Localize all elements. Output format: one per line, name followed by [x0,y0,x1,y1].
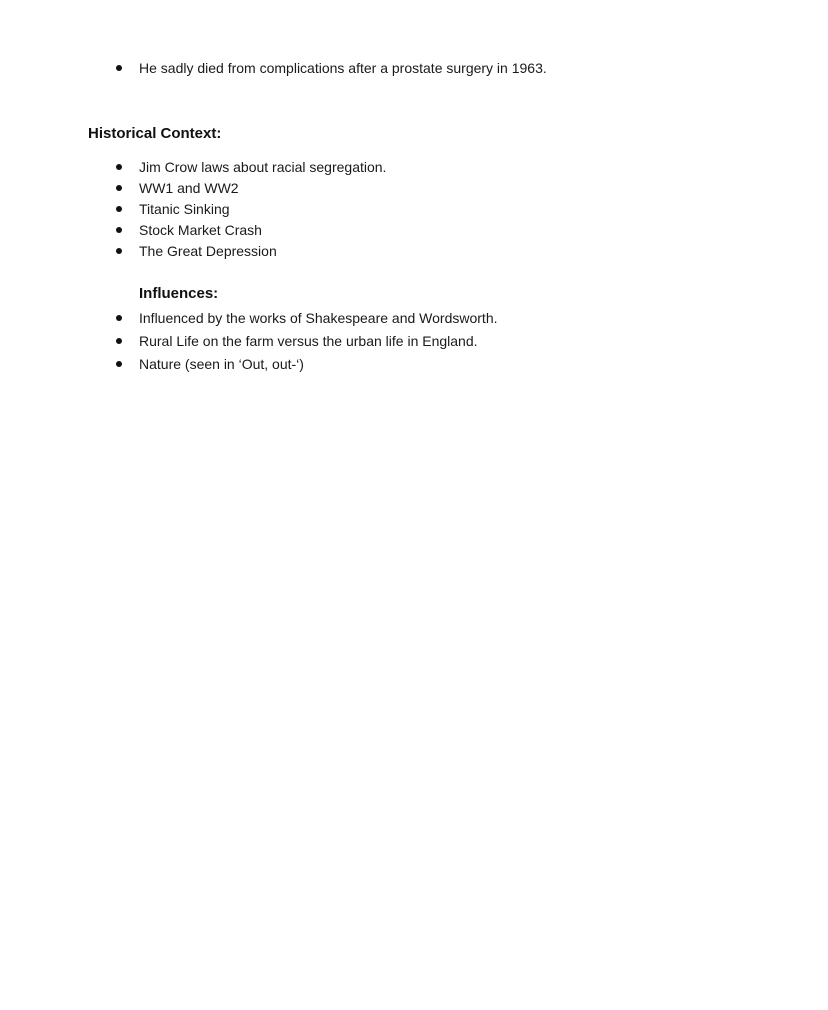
list-item-text: Titanic Sinking [139,201,230,217]
list-item [0,307,828,330]
list-item-text: Influenced by the works of Shakespeare and Wordsworth. [139,310,498,326]
list-item [0,353,828,376]
influences-list [0,307,828,376]
list-item-text: Nature (seen in ‘Out, out-‘) [139,356,304,372]
list-item [0,220,828,241]
list-item [0,330,828,353]
list-item-text: Rural Life on the farm versus the urban life in England. [139,333,478,349]
list-item-text: He sadly died from complications after a prostate surgery in 1963. [139,60,547,76]
influences-heading: Influences: [139,285,219,302]
bullet-icon [116,338,122,344]
bullet-icon [116,248,122,254]
list-item-text: Jim Crow laws about racial segregation. [139,159,387,175]
bullet-icon [116,206,122,212]
bullet-icon [116,227,122,233]
bullet-icon [116,361,122,367]
bullet-icon [116,315,122,321]
intro-bullet-list [0,58,828,79]
list-item [0,157,828,178]
bullet-icon [116,164,122,170]
list-item-text: Stock Market Crash [139,222,262,238]
list-item [0,178,828,199]
list-item [0,199,828,220]
historical-context-heading: Historical Context: [88,125,222,142]
list-item-text: The Great Depression [139,243,277,259]
historical-context-list [0,157,828,262]
list-item [0,241,828,262]
bullet-icon [116,65,122,71]
list-item-text: WW1 and WW2 [139,180,239,196]
list-item [0,58,828,79]
bullet-icon [116,185,122,191]
